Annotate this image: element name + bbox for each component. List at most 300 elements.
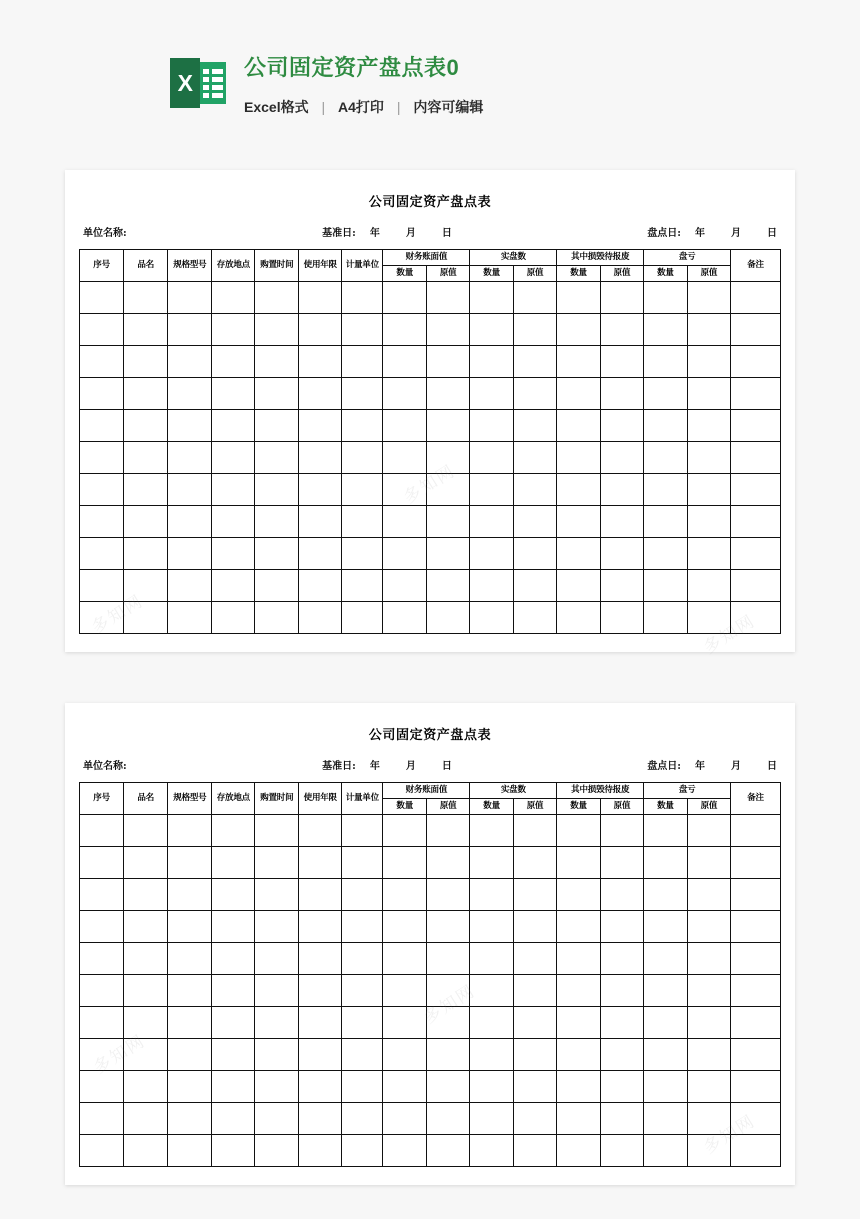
table-cell[interactable] <box>168 282 212 314</box>
table-cell[interactable] <box>470 879 513 911</box>
table-cell[interactable] <box>212 506 255 538</box>
table-cell[interactable] <box>426 943 469 975</box>
table-cell[interactable] <box>600 474 643 506</box>
table-cell[interactable] <box>342 975 383 1007</box>
table-cell[interactable] <box>513 847 556 879</box>
table-cell[interactable] <box>687 975 730 1007</box>
table-cell[interactable] <box>383 538 426 570</box>
table-cell[interactable] <box>168 911 212 943</box>
table-cell[interactable] <box>426 282 469 314</box>
table-cell[interactable] <box>731 314 781 346</box>
table-cell[interactable] <box>600 442 643 474</box>
table-cell[interactable] <box>124 602 168 634</box>
table-cell[interactable] <box>383 815 426 847</box>
table-cell[interactable] <box>124 1071 168 1103</box>
table-cell[interactable] <box>731 847 781 879</box>
table-cell[interactable] <box>426 442 469 474</box>
table-cell[interactable] <box>600 346 643 378</box>
table-cell[interactable] <box>600 538 643 570</box>
table-cell[interactable] <box>383 602 426 634</box>
table-cell[interactable] <box>426 911 469 943</box>
table-cell[interactable] <box>644 943 687 975</box>
table-cell[interactable] <box>687 1071 730 1103</box>
table-cell[interactable] <box>426 538 469 570</box>
table-cell[interactable] <box>212 1071 255 1103</box>
table-cell[interactable] <box>731 879 781 911</box>
table-cell[interactable] <box>383 1103 426 1135</box>
table-cell[interactable] <box>80 1071 124 1103</box>
table-cell[interactable] <box>687 1007 730 1039</box>
table-cell[interactable] <box>731 506 781 538</box>
table-cell[interactable] <box>513 1007 556 1039</box>
table-cell[interactable] <box>731 943 781 975</box>
table-cell[interactable] <box>687 506 730 538</box>
table-cell[interactable] <box>342 570 383 602</box>
table-cell[interactable] <box>383 346 426 378</box>
table-cell[interactable] <box>600 410 643 442</box>
table-cell[interactable] <box>426 602 469 634</box>
table-cell[interactable] <box>644 975 687 1007</box>
table-cell[interactable] <box>212 879 255 911</box>
table-cell[interactable] <box>124 1039 168 1071</box>
table-cell[interactable] <box>80 943 124 975</box>
table-cell[interactable] <box>212 570 255 602</box>
table-cell[interactable] <box>255 442 299 474</box>
table-cell[interactable] <box>687 911 730 943</box>
table-cell[interactable] <box>124 474 168 506</box>
table-cell[interactable] <box>168 1103 212 1135</box>
table-cell[interactable] <box>255 1039 299 1071</box>
table-cell[interactable] <box>644 879 687 911</box>
table-cell[interactable] <box>80 314 124 346</box>
table-cell[interactable] <box>255 879 299 911</box>
table-cell[interactable] <box>383 911 426 943</box>
table-cell[interactable] <box>168 815 212 847</box>
table-cell[interactable] <box>557 1007 600 1039</box>
table-cell[interactable] <box>212 346 255 378</box>
table-cell[interactable] <box>687 879 730 911</box>
table-cell[interactable] <box>731 1135 781 1167</box>
table-cell[interactable] <box>342 346 383 378</box>
table-cell[interactable] <box>342 538 383 570</box>
table-cell[interactable] <box>168 602 212 634</box>
table-cell[interactable] <box>212 911 255 943</box>
table-cell[interactable] <box>342 1103 383 1135</box>
table-cell[interactable] <box>342 879 383 911</box>
table-cell[interactable] <box>255 911 299 943</box>
table-cell[interactable] <box>342 1135 383 1167</box>
table-cell[interactable] <box>557 975 600 1007</box>
table-cell[interactable] <box>80 570 124 602</box>
table-cell[interactable] <box>470 602 513 634</box>
table-cell[interactable] <box>342 1071 383 1103</box>
table-cell[interactable] <box>644 815 687 847</box>
table-cell[interactable] <box>644 1071 687 1103</box>
table-cell[interactable] <box>426 879 469 911</box>
table-cell[interactable] <box>600 911 643 943</box>
table-cell[interactable] <box>557 943 600 975</box>
table-cell[interactable] <box>687 474 730 506</box>
table-cell[interactable] <box>687 314 730 346</box>
table-cell[interactable] <box>644 474 687 506</box>
table-cell[interactable] <box>513 474 556 506</box>
table-cell[interactable] <box>80 410 124 442</box>
table-cell[interactable] <box>600 975 643 1007</box>
table-cell[interactable] <box>687 815 730 847</box>
table-cell[interactable] <box>426 815 469 847</box>
table-cell[interactable] <box>426 1135 469 1167</box>
table-cell[interactable] <box>687 346 730 378</box>
table-cell[interactable] <box>600 943 643 975</box>
table-cell[interactable] <box>426 378 469 410</box>
table-cell[interactable] <box>124 410 168 442</box>
table-cell[interactable] <box>600 879 643 911</box>
table-cell[interactable] <box>557 1071 600 1103</box>
table-cell[interactable] <box>731 1071 781 1103</box>
table-cell[interactable] <box>426 314 469 346</box>
table-cell[interactable] <box>557 911 600 943</box>
table-cell[interactable] <box>557 506 600 538</box>
table-cell[interactable] <box>731 442 781 474</box>
table-cell[interactable] <box>80 1103 124 1135</box>
table-cell[interactable] <box>124 570 168 602</box>
table-cell[interactable] <box>124 378 168 410</box>
table-cell[interactable] <box>168 506 212 538</box>
table-cell[interactable] <box>255 506 299 538</box>
table-cell[interactable] <box>383 410 426 442</box>
table-cell[interactable] <box>557 410 600 442</box>
table-cell[interactable] <box>124 346 168 378</box>
sheet-preview-card[interactable] <box>65 703 795 1185</box>
table-cell[interactable] <box>731 346 781 378</box>
table-cell[interactable] <box>687 1103 730 1135</box>
table-cell[interactable] <box>212 943 255 975</box>
table-cell[interactable] <box>731 1103 781 1135</box>
table-cell[interactable] <box>212 1103 255 1135</box>
table-cell[interactable] <box>644 442 687 474</box>
table-cell[interactable] <box>299 602 342 634</box>
table-cell[interactable] <box>557 1135 600 1167</box>
table-cell[interactable] <box>342 314 383 346</box>
table-cell[interactable] <box>255 1135 299 1167</box>
table-cell[interactable] <box>342 602 383 634</box>
table-cell[interactable] <box>426 1103 469 1135</box>
table-cell[interactable] <box>299 378 342 410</box>
table-cell[interactable] <box>80 602 124 634</box>
table-cell[interactable] <box>600 815 643 847</box>
table-cell[interactable] <box>513 410 556 442</box>
table-cell[interactable] <box>342 847 383 879</box>
table-cell[interactable] <box>687 282 730 314</box>
table-cell[interactable] <box>513 911 556 943</box>
table-cell[interactable] <box>299 538 342 570</box>
table-cell[interactable] <box>342 1039 383 1071</box>
table-cell[interactable] <box>80 474 124 506</box>
table-cell[interactable] <box>513 506 556 538</box>
table-cell[interactable] <box>426 847 469 879</box>
table-cell[interactable] <box>513 282 556 314</box>
table-cell[interactable] <box>80 1007 124 1039</box>
table-cell[interactable] <box>731 815 781 847</box>
table-cell[interactable] <box>426 506 469 538</box>
table-cell[interactable] <box>513 442 556 474</box>
table-cell[interactable] <box>80 346 124 378</box>
table-cell[interactable] <box>299 815 342 847</box>
table-cell[interactable] <box>383 314 426 346</box>
table-cell[interactable] <box>644 1039 687 1071</box>
table-cell[interactable] <box>644 1007 687 1039</box>
table-cell[interactable] <box>255 282 299 314</box>
table-cell[interactable] <box>168 314 212 346</box>
table-cell[interactable] <box>124 282 168 314</box>
table-cell[interactable] <box>470 975 513 1007</box>
table-cell[interactable] <box>299 346 342 378</box>
table-cell[interactable] <box>299 570 342 602</box>
table-cell[interactable] <box>299 410 342 442</box>
table-cell[interactable] <box>426 1071 469 1103</box>
table-cell[interactable] <box>687 943 730 975</box>
table-cell[interactable] <box>557 815 600 847</box>
table-cell[interactable] <box>168 346 212 378</box>
sheet-preview-card[interactable] <box>65 170 795 652</box>
table-cell[interactable] <box>168 1039 212 1071</box>
table-cell[interactable] <box>557 538 600 570</box>
table-cell[interactable] <box>731 282 781 314</box>
table-cell[interactable] <box>470 815 513 847</box>
table-cell[interactable] <box>255 1007 299 1039</box>
table-cell[interactable] <box>255 346 299 378</box>
table-cell[interactable] <box>168 943 212 975</box>
table-cell[interactable] <box>470 911 513 943</box>
table-cell[interactable] <box>383 1039 426 1071</box>
table-cell[interactable] <box>731 911 781 943</box>
table-cell[interactable] <box>212 442 255 474</box>
table-cell[interactable] <box>299 282 342 314</box>
table-cell[interactable] <box>644 570 687 602</box>
table-cell[interactable] <box>342 442 383 474</box>
table-cell[interactable] <box>644 506 687 538</box>
table-cell[interactable] <box>426 975 469 1007</box>
table-cell[interactable] <box>513 538 556 570</box>
table-cell[interactable] <box>470 442 513 474</box>
table-cell[interactable] <box>470 506 513 538</box>
table-cell[interactable] <box>557 474 600 506</box>
table-cell[interactable] <box>342 1007 383 1039</box>
table-cell[interactable] <box>212 1135 255 1167</box>
table-cell[interactable] <box>342 911 383 943</box>
table-cell[interactable] <box>168 538 212 570</box>
table-cell[interactable] <box>644 410 687 442</box>
table-cell[interactable] <box>168 378 212 410</box>
table-cell[interactable] <box>513 602 556 634</box>
table-cell[interactable] <box>731 474 781 506</box>
table-cell[interactable] <box>342 410 383 442</box>
table-cell[interactable] <box>557 378 600 410</box>
table-cell[interactable] <box>383 570 426 602</box>
table-cell[interactable] <box>383 1135 426 1167</box>
table-cell[interactable] <box>212 1007 255 1039</box>
table-cell[interactable] <box>687 442 730 474</box>
table-cell[interactable] <box>557 879 600 911</box>
table-cell[interactable] <box>80 847 124 879</box>
table-cell[interactable] <box>687 378 730 410</box>
table-cell[interactable] <box>342 506 383 538</box>
table-cell[interactable] <box>299 1071 342 1103</box>
table-cell[interactable] <box>600 847 643 879</box>
table-cell[interactable] <box>644 1103 687 1135</box>
table-cell[interactable] <box>255 602 299 634</box>
table-cell[interactable] <box>342 282 383 314</box>
table-cell[interactable] <box>80 282 124 314</box>
table-cell[interactable] <box>124 442 168 474</box>
table-cell[interactable] <box>513 570 556 602</box>
table-cell[interactable] <box>513 815 556 847</box>
table-cell[interactable] <box>600 506 643 538</box>
table-cell[interactable] <box>383 1007 426 1039</box>
table-cell[interactable] <box>124 975 168 1007</box>
table-cell[interactable] <box>513 975 556 1007</box>
table-cell[interactable] <box>342 815 383 847</box>
table-cell[interactable] <box>513 1071 556 1103</box>
table-cell[interactable] <box>383 847 426 879</box>
table-cell[interactable] <box>426 570 469 602</box>
table-cell[interactable] <box>212 314 255 346</box>
table-cell[interactable] <box>557 602 600 634</box>
table-cell[interactable] <box>644 911 687 943</box>
table-cell[interactable] <box>383 879 426 911</box>
table-cell[interactable] <box>600 1071 643 1103</box>
table-cell[interactable] <box>299 314 342 346</box>
table-cell[interactable] <box>470 943 513 975</box>
table-cell[interactable] <box>255 314 299 346</box>
table-cell[interactable] <box>80 378 124 410</box>
table-cell[interactable] <box>383 506 426 538</box>
table-cell[interactable] <box>513 314 556 346</box>
table-cell[interactable] <box>687 602 730 634</box>
table-cell[interactable] <box>426 1007 469 1039</box>
table-cell[interactable] <box>383 474 426 506</box>
table-cell[interactable] <box>731 378 781 410</box>
table-cell[interactable] <box>731 570 781 602</box>
table-cell[interactable] <box>80 1039 124 1071</box>
table-cell[interactable] <box>299 442 342 474</box>
table-cell[interactable] <box>383 442 426 474</box>
table-cell[interactable] <box>212 847 255 879</box>
table-cell[interactable] <box>557 847 600 879</box>
table-cell[interactable] <box>80 879 124 911</box>
table-cell[interactable] <box>687 570 730 602</box>
table-cell[interactable] <box>470 282 513 314</box>
table-cell[interactable] <box>80 442 124 474</box>
table-cell[interactable] <box>731 538 781 570</box>
table-cell[interactable] <box>124 314 168 346</box>
table-cell[interactable] <box>255 847 299 879</box>
table-cell[interactable] <box>255 538 299 570</box>
table-cell[interactable] <box>383 1071 426 1103</box>
table-cell[interactable] <box>80 1135 124 1167</box>
table-cell[interactable] <box>168 879 212 911</box>
table-cell[interactable] <box>80 538 124 570</box>
table-cell[interactable] <box>600 1103 643 1135</box>
table-cell[interactable] <box>299 943 342 975</box>
table-cell[interactable] <box>168 847 212 879</box>
table-cell[interactable] <box>212 1039 255 1071</box>
table-cell[interactable] <box>124 538 168 570</box>
table-cell[interactable] <box>255 1071 299 1103</box>
table-cell[interactable] <box>342 943 383 975</box>
table-cell[interactable] <box>299 474 342 506</box>
table-cell[interactable] <box>644 346 687 378</box>
table-cell[interactable] <box>644 378 687 410</box>
table-cell[interactable] <box>212 378 255 410</box>
table-cell[interactable] <box>342 378 383 410</box>
table-cell[interactable] <box>124 1135 168 1167</box>
table-cell[interactable] <box>644 282 687 314</box>
table-cell[interactable] <box>600 378 643 410</box>
table-cell[interactable] <box>168 1007 212 1039</box>
table-cell[interactable] <box>731 602 781 634</box>
table-cell[interactable] <box>687 1135 730 1167</box>
table-cell[interactable] <box>80 911 124 943</box>
table-cell[interactable] <box>80 815 124 847</box>
table-cell[interactable] <box>426 346 469 378</box>
table-cell[interactable] <box>299 847 342 879</box>
table-cell[interactable] <box>124 1007 168 1039</box>
table-cell[interactable] <box>383 975 426 1007</box>
table-cell[interactable] <box>470 1071 513 1103</box>
table-cell[interactable] <box>731 975 781 1007</box>
table-cell[interactable] <box>212 474 255 506</box>
table-cell[interactable] <box>255 378 299 410</box>
table-cell[interactable] <box>731 410 781 442</box>
table-cell[interactable] <box>255 975 299 1007</box>
table-cell[interactable] <box>470 570 513 602</box>
table-cell[interactable] <box>557 570 600 602</box>
table-cell[interactable] <box>513 346 556 378</box>
table-cell[interactable] <box>124 1103 168 1135</box>
table-cell[interactable] <box>470 538 513 570</box>
table-cell[interactable] <box>600 1039 643 1071</box>
table-cell[interactable] <box>168 474 212 506</box>
table-cell[interactable] <box>687 410 730 442</box>
table-cell[interactable] <box>80 506 124 538</box>
table-cell[interactable] <box>124 943 168 975</box>
table-cell[interactable] <box>426 410 469 442</box>
table-cell[interactable] <box>687 1039 730 1071</box>
table-cell[interactable] <box>513 378 556 410</box>
table-cell[interactable] <box>168 570 212 602</box>
table-cell[interactable] <box>383 282 426 314</box>
table-cell[interactable] <box>557 442 600 474</box>
table-cell[interactable] <box>513 1039 556 1071</box>
table-cell[interactable] <box>600 1135 643 1167</box>
table-cell[interactable] <box>168 975 212 1007</box>
table-cell[interactable] <box>600 282 643 314</box>
table-cell[interactable] <box>80 975 124 1007</box>
table-cell[interactable] <box>299 1007 342 1039</box>
table-cell[interactable] <box>644 602 687 634</box>
table-cell[interactable] <box>470 847 513 879</box>
table-cell[interactable] <box>470 314 513 346</box>
table-cell[interactable] <box>470 378 513 410</box>
table-cell[interactable] <box>124 847 168 879</box>
table-cell[interactable] <box>255 570 299 602</box>
table-cell[interactable] <box>600 570 643 602</box>
table-cell[interactable] <box>212 538 255 570</box>
table-cell[interactable] <box>513 1103 556 1135</box>
table-cell[interactable] <box>299 879 342 911</box>
table-cell[interactable] <box>255 474 299 506</box>
